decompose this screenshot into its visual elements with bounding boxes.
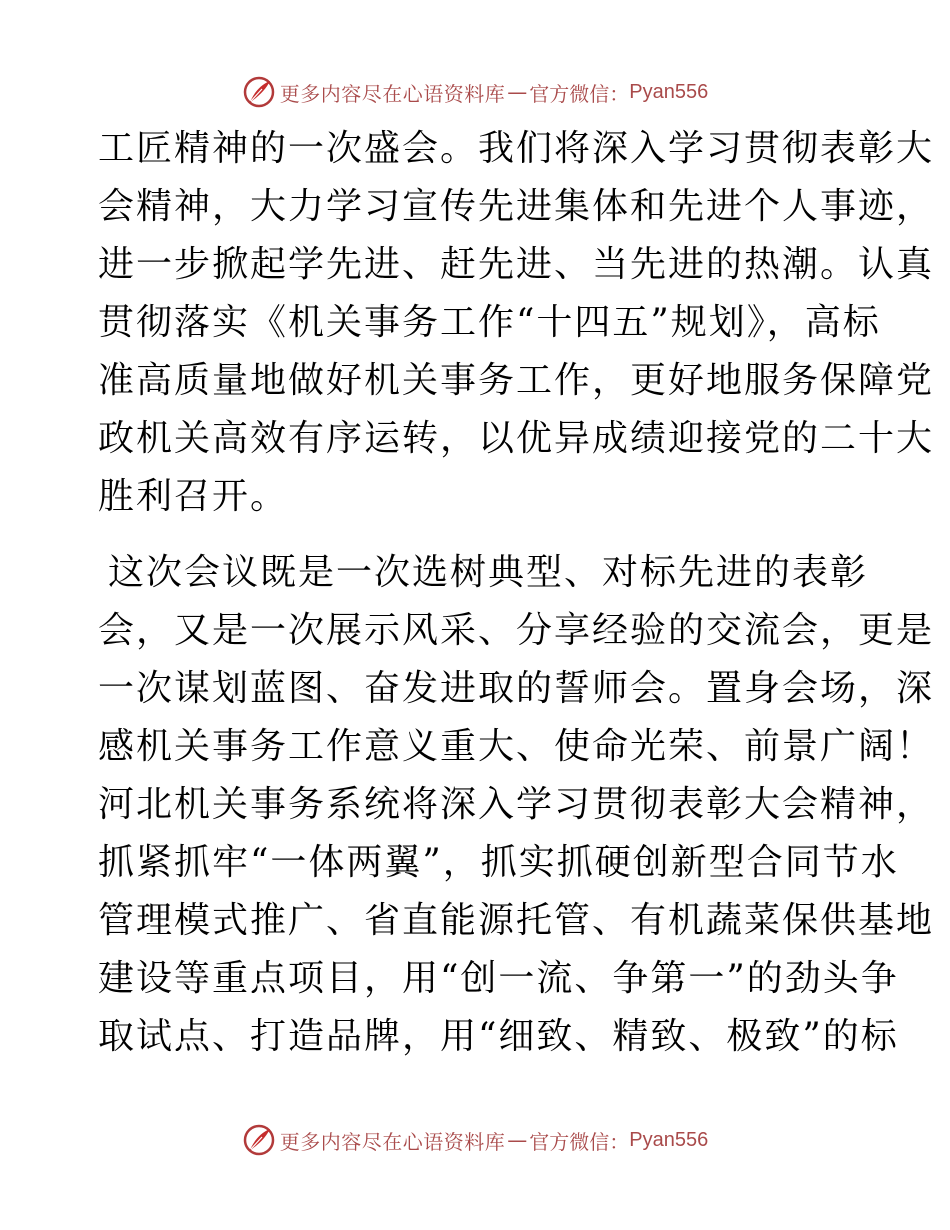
text-line: 胜利召开。 — [98, 476, 289, 517]
banner-separator: — — [507, 80, 528, 104]
text-line: 一次谋划蓝图、奋发进取的誓师会。置身会场，深 — [98, 668, 935, 709]
feather-pen-logo-icon — [242, 1123, 276, 1157]
footer-banner — [0, 1120, 950, 1160]
text-line: 建设等重点项目，用“创一流、争第一”的劲头争 — [98, 958, 899, 999]
feather-pen-logo-icon — [242, 75, 276, 109]
banner-wechat-id: Pyan556 — [629, 1128, 709, 1151]
banner-wechat-id: Pyan556 — [629, 80, 709, 103]
text-line: 会精神，大力学习宣传先进集体和先进个人事迹， — [98, 186, 935, 227]
banner-wechat-label: 官方微信： — [529, 81, 630, 106]
text-line: 工匠精神的一次盛会。我们将深入学习贯彻表彰大 — [98, 128, 935, 169]
text-line: 河北机关事务系统将深入学习贯彻表彰大会精神， — [98, 784, 935, 825]
text-line: 政机关高效有序运转，以优异成绩迎接党的二十大 — [98, 418, 935, 459]
text-line: 抓紧抓牢“一体两翼”，抓实抓硬创新型合同节水 — [98, 842, 899, 883]
text-line: 进一步掀起学先进、赶先进、当先进的热潮。认真 — [98, 244, 935, 285]
banner-separator: — — [507, 1128, 528, 1152]
banner-wechat-label: 官方微信： — [529, 1129, 630, 1154]
text-line: 贯彻落实《机关事务工作“十四五”规划》，高标 — [98, 302, 881, 343]
text-line: 感机关事务工作意义重大、使命光荣、前景广阔！ — [98, 726, 935, 767]
text-line: 这次会议既是一次选树典型、对标先进的表彰 — [108, 552, 869, 593]
banner-slogan: 更多内容尽在心语资料库 — [279, 1129, 506, 1154]
header-banner — [0, 72, 950, 112]
text-line: 准高质量地做好机关事务工作，更好地服务保障党 — [98, 360, 935, 401]
text-line: 会，又是一次展示风采、分享经验的交流会，更是 — [98, 610, 935, 651]
text-line: 管理模式推广、省直能源托管、有机蔬菜保供基地 — [98, 900, 935, 941]
text-line: 取试点、打造品牌，用“细致、精致、极致”的标 — [98, 1016, 899, 1057]
banner-slogan: 更多内容尽在心语资料库 — [279, 81, 506, 106]
